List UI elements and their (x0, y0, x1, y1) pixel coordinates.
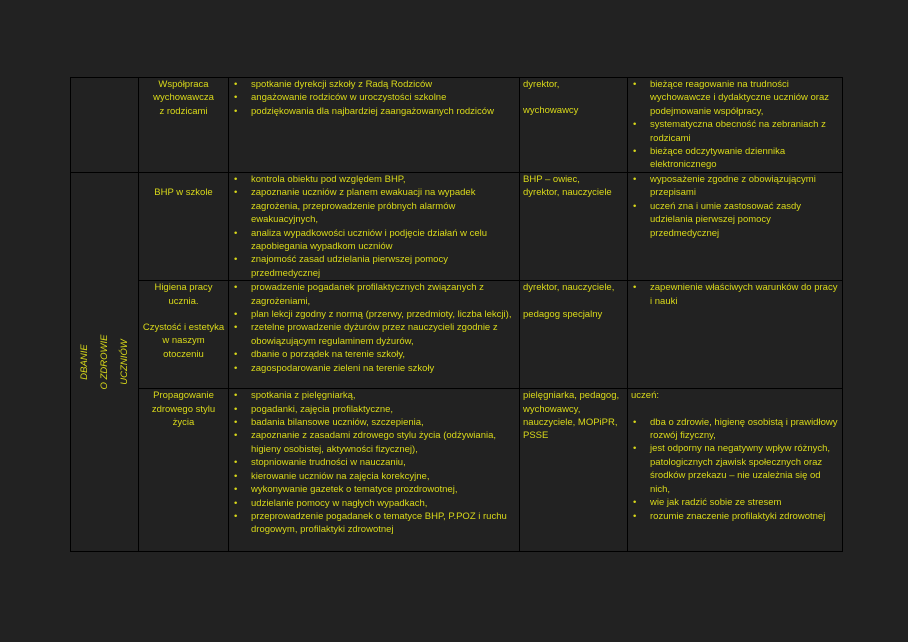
list-item: • spotkanie dyrekcji szkoły z Radą Rodziców (229, 78, 517, 91)
category-line: DBANIE (78, 344, 90, 380)
results-cell (628, 78, 843, 173)
responsible-line: dyrektor, nauczyciele (523, 187, 612, 199)
responsible-line: nauczyciele, MOPiPR, (523, 417, 618, 429)
activities-cell (229, 389, 520, 552)
category-cell (71, 173, 139, 552)
topic-line: wychowawcza (153, 92, 214, 104)
list-item: • rzetelne prowadzenie dyżurów przez nauczycieli zgodnie z obowiązującym regulaminem dyżurów, (229, 321, 517, 348)
spacer (628, 403, 842, 416)
list-item: • jest odporny na negatywny wpływ różnych, patologicznych zjawisk społecznych oraz środków przekazu – nie uzależnia się od nich, (628, 442, 840, 496)
activities-cell (229, 281, 520, 389)
list-item: • badania bilansowe uczniów, szczepienia, (229, 416, 517, 429)
responsible-line: wychowawcy (523, 105, 579, 117)
results-cell (628, 281, 843, 389)
topic-line: Propagowanie (153, 390, 214, 402)
topic-cell (139, 173, 229, 281)
results-cell (628, 173, 843, 281)
topic-line: otoczeniu (163, 348, 204, 360)
category-label (75, 335, 135, 390)
topic-line: Higiena pracy (154, 282, 213, 294)
responsible-line: dyrektor, (523, 79, 560, 90)
responsible-cell (520, 281, 628, 389)
list-item: • wie jak radzić sobie ze stresem (628, 496, 840, 509)
table-row (71, 78, 843, 173)
activities-cell (229, 173, 520, 281)
list-item: • znajomość zasad udzielania pierwszej pomocy przedmedycznej (229, 253, 517, 280)
responsible-cell (520, 78, 628, 173)
responsible-cell (520, 173, 628, 281)
list-item: • stopniowanie trudności w nauczaniu, (229, 456, 517, 469)
topic-cell (139, 389, 229, 552)
responsible-line: PSSE (523, 430, 549, 442)
category-line: UCZNIÓW (118, 339, 130, 385)
responsible-line: pielęgniarka, pedagog, (523, 390, 620, 402)
list-item: • kierowanie uczniów na zajęcia korekcyjne, (229, 470, 517, 483)
table-row (71, 389, 843, 552)
topic-line: Czystość i estetyka (142, 322, 225, 334)
list-item: • dba o zdrowie, higienę osobistą i prawidłowy rozwój fizyczny, (628, 416, 840, 443)
activities-cell (229, 78, 520, 173)
list-item: • angażowanie rodziców w uroczystości szkolne (229, 91, 517, 104)
results-cell (628, 389, 843, 552)
table-row (71, 173, 843, 281)
results-lead: uczeń: (631, 390, 659, 402)
topic-line: z rodzicami (159, 105, 208, 117)
list-item: • udzielanie pomocy w nagłych wypadkach, (229, 497, 517, 510)
list-item: • rozumie znaczenie profilaktyki zdrowotnej (628, 510, 840, 523)
list-item: • bieżące odczytywanie dziennika elektronicznego (628, 145, 840, 172)
table-row (71, 281, 843, 389)
list-item: • plan lekcji zgodny z normą (przerwy, przedmioty, liczba lekcji), (229, 308, 517, 321)
topic-cell (139, 78, 229, 173)
spacer (139, 308, 228, 321)
list-item: • prowadzenie pogadanek profilaktycznych związanych z zagrożeniami, (229, 281, 517, 308)
responsible-line: BHP – owiec, (523, 174, 580, 185)
topic-line: w naszym (162, 335, 205, 347)
spacer (520, 91, 627, 104)
list-item: • zapoznanie z zasadami zdrowego stylu życia (odżywiania, higieny osobistej, aktywności fizycznej), (229, 429, 517, 456)
list-item: • uczeń zna i umie zastosować zasdy udzielania pierwszej pomocy przedmedycznej (628, 200, 840, 240)
list-item: • zapewnienie właściwych warunków do pracy i nauki (628, 281, 840, 308)
list-item: • przeprowadzenie pogadanek o tematyce BHP, P.POZ i ruchu drogowym, profilaktyki zdrowotnej (229, 510, 517, 537)
list-item: • wyposażenie zgodne z obowiązującymi przepisami (628, 173, 840, 200)
category-cell-empty (71, 78, 139, 173)
list-item: • wykonywanie gazetek o tematyce prozdrowotnej, (229, 483, 517, 496)
topic-line: BHP w szkole (154, 187, 213, 198)
topic-line: Współpraca (158, 79, 209, 90)
topic-cell (139, 281, 229, 389)
list-item: • bieżące reagowanie na trudności wychowawcze i dydaktyczne uczniów oraz podejmowanie współpracy, (628, 78, 840, 118)
list-item: • dbanie o porządek na terenie szkoły, (229, 348, 517, 361)
topic-line: ucznia. (168, 295, 199, 307)
list-item: • analiza wypadkowości uczniów i podjęcie działań w celu zapobiegania wypadkom uczniów (229, 227, 517, 254)
list-item: • pogadanki, zajęcia profilaktyczne, (229, 403, 517, 416)
topic-line: zdrowego stylu (151, 403, 216, 415)
responsible-line: wychowawcy, (523, 403, 581, 415)
list-item: • kontrola obiektu pod względem BHP, (229, 173, 517, 186)
topic-line: życia (172, 417, 195, 429)
list-item: • podziękowania dla najbardziej zaangażowanych rodziców (229, 105, 517, 118)
responsible-line: pedagog specjalny (523, 308, 603, 320)
responsible-line: dyrektor, nauczyciele, (523, 282, 615, 294)
list-item: • zapoznanie uczniów z planem ewakuacji na wypadek zagrożenia, przeprowadzenie próbnych alarmów ewakuacyjnych, (229, 186, 517, 226)
spacer (520, 295, 627, 308)
plan-table (70, 77, 843, 552)
list-item: • systematyczna obecność na zebraniach z rodzicami (628, 118, 840, 145)
category-line: O ZDROWIE (98, 334, 110, 390)
responsible-cell (520, 389, 628, 552)
list-item: • zagospodarowanie zieleni na terenie szkoły (229, 362, 517, 375)
list-item: • spotkania z pielęgniarką, (229, 389, 517, 402)
